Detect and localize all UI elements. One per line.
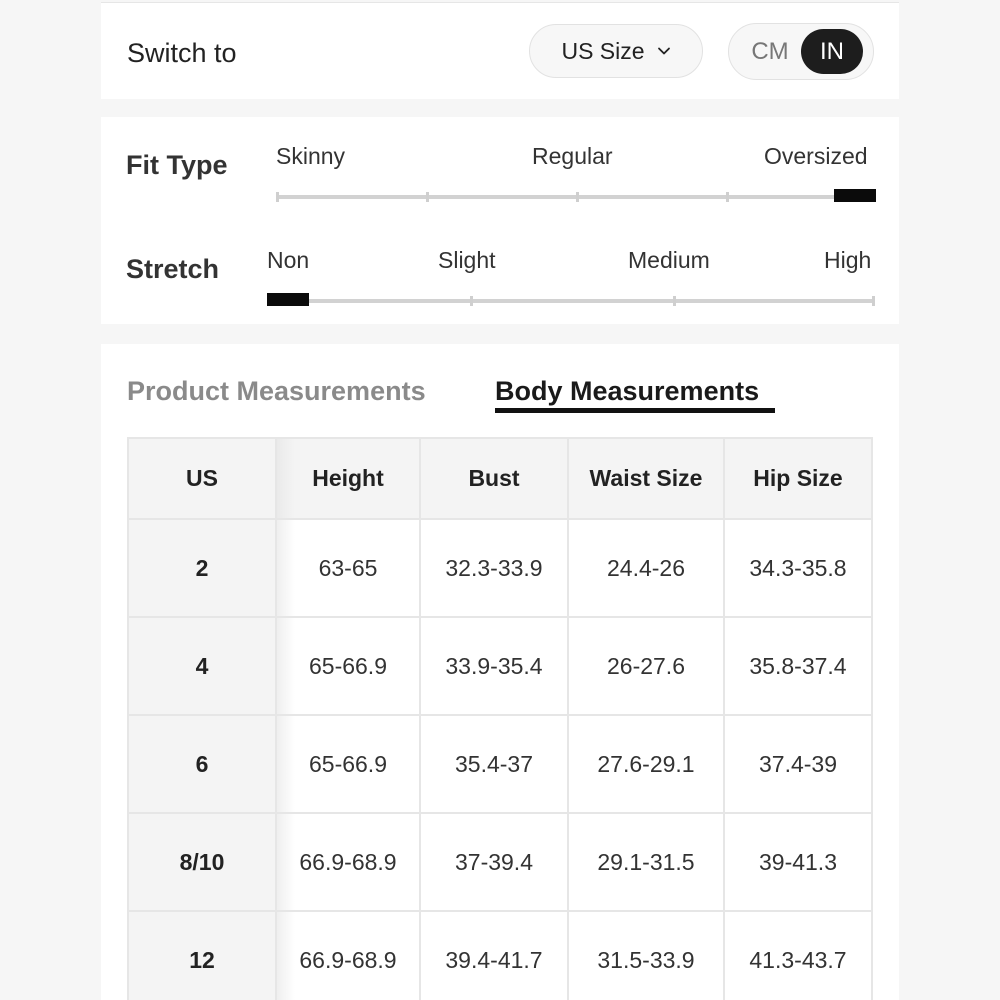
fit-stretch-panel <box>101 117 899 324</box>
header-waist: Waist Size <box>568 438 724 519</box>
waist-cell: 29.1-31.5 <box>568 813 724 911</box>
active-tab-underline <box>495 408 775 413</box>
fit-tick <box>726 192 729 202</box>
height-cell: 66.9-68.9 <box>276 911 420 1000</box>
stretch-option-slight: Slight <box>438 247 496 273</box>
header-us: US <box>128 438 276 519</box>
hip-cell: 35.8-37.4 <box>724 617 872 715</box>
us-size-cell: 12 <box>128 911 276 1000</box>
fit-option-regular: Regular <box>532 143 613 169</box>
waist-cell: 26-27.6 <box>568 617 724 715</box>
waist-cell: 24.4-26 <box>568 519 724 617</box>
stretch-tick <box>470 296 473 306</box>
unit-switch-panel <box>101 2 899 99</box>
unit-toggle <box>728 23 874 80</box>
header-hip: Hip Size <box>724 438 872 519</box>
stretch-label: Stretch <box>126 254 220 284</box>
hip-cell: 39-41.3 <box>724 813 872 911</box>
waist-cell: 27.6-29.1 <box>568 715 724 813</box>
stretch-option-high: High <box>824 247 872 273</box>
tab-body-measurements[interactable]: Body Measurements <box>495 376 760 406</box>
measurements-panel <box>101 344 899 1000</box>
stretch-option-medium: Medium <box>628 247 710 273</box>
fit-tick <box>426 192 429 202</box>
stretch-tick <box>673 296 676 306</box>
bust-cell: 37-39.4 <box>420 813 568 911</box>
height-cell: 63-65 <box>276 519 420 617</box>
size-system-value: US Size <box>561 37 645 64</box>
height-cell: 66.9-68.9 <box>276 813 420 911</box>
table-row <box>128 617 872 715</box>
fit-tick <box>576 192 579 202</box>
bust-cell: 35.4-37 <box>420 715 568 813</box>
tab-product-measurements[interactable]: Product Measurements <box>127 376 426 406</box>
table-row <box>128 911 872 1000</box>
us-size-cell: 2 <box>128 519 276 617</box>
hip-cell: 34.3-35.8 <box>724 519 872 617</box>
header-height: Height <box>276 438 420 519</box>
hip-cell: 41.3-43.7 <box>724 911 872 1000</box>
fit-option-oversized: Oversized <box>764 143 868 169</box>
us-size-cell: 4 <box>128 617 276 715</box>
bust-cell: 32.3-33.9 <box>420 519 568 617</box>
hip-cell: 37.4-39 <box>724 715 872 813</box>
fit-type-label: Fit Type <box>126 150 228 180</box>
table-row <box>128 715 872 813</box>
stretch-marker <box>267 293 309 306</box>
size-chart-table <box>127 437 873 1000</box>
fit-option-skinny: Skinny <box>276 143 346 169</box>
height-cell: 65-66.9 <box>276 715 420 813</box>
fit-type-marker <box>834 189 876 202</box>
height-cell: 65-66.9 <box>276 617 420 715</box>
header-bust: Bust <box>420 438 568 519</box>
switch-to-label: Switch to <box>127 38 237 68</box>
fit-tick <box>276 192 279 202</box>
stretch-tick <box>872 296 875 306</box>
waist-cell: 31.5-33.9 <box>568 911 724 1000</box>
table-header-row <box>128 438 872 519</box>
fit-type-track <box>276 195 874 199</box>
table-row <box>128 813 872 911</box>
table-row <box>128 519 872 617</box>
us-size-cell: 8/10 <box>128 813 276 911</box>
bust-cell: 39.4-41.7 <box>420 911 568 1000</box>
us-size-cell: 6 <box>128 715 276 813</box>
unit-cm-option[interactable]: CM <box>751 37 789 65</box>
stretch-track <box>267 299 875 303</box>
unit-in-option[interactable]: IN <box>801 29 863 74</box>
chevron-down-icon <box>657 44 671 58</box>
size-system-dropdown[interactable] <box>529 24 703 78</box>
stretch-option-non: Non <box>267 247 310 273</box>
bust-cell: 33.9-35.4 <box>420 617 568 715</box>
